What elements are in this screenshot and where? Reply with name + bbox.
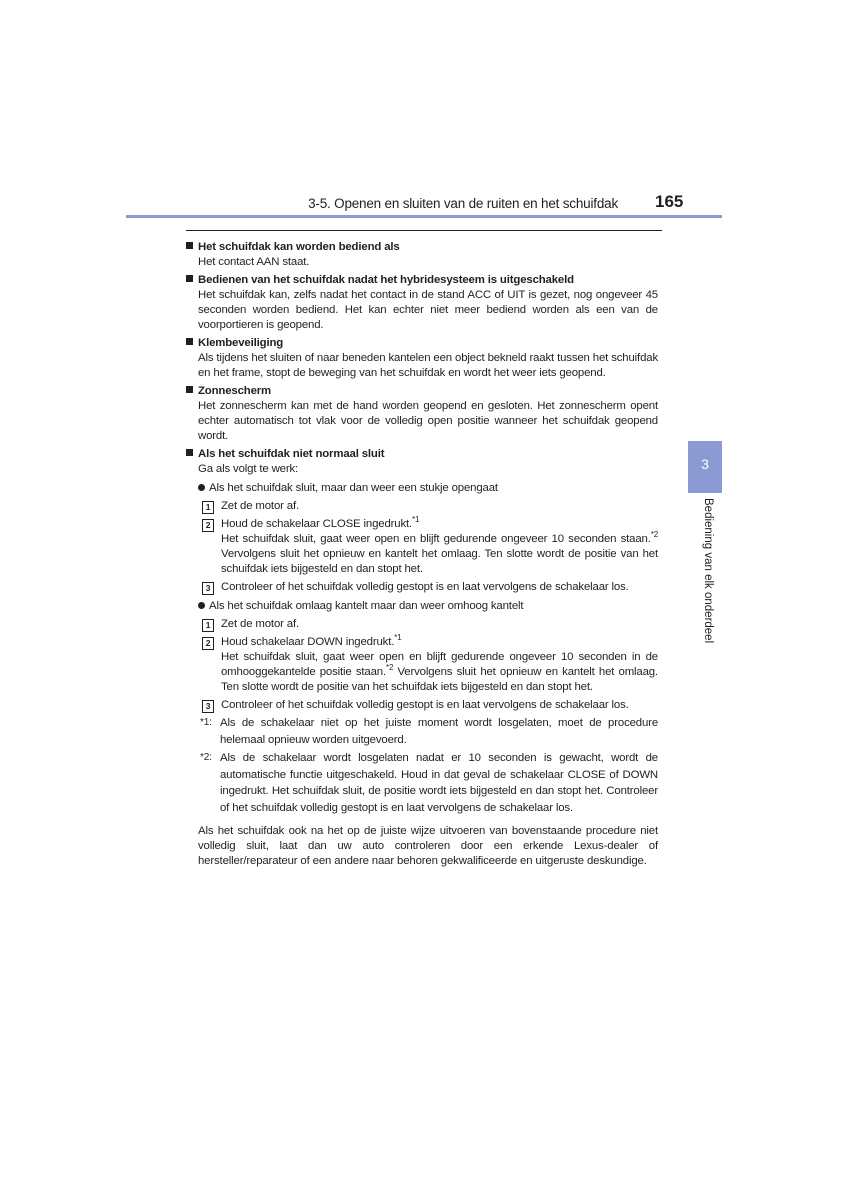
section-body: Het contact AAN staat. <box>198 256 310 268</box>
chapter-tab <box>688 441 722 493</box>
step-number: 3 <box>202 700 214 713</box>
section-heading: Zonnescherm <box>186 384 658 399</box>
section-heading: Klembeveiliging <box>186 336 658 351</box>
chapter-number: 3 <box>701 456 709 472</box>
square-bullet-icon <box>186 242 193 249</box>
step-number: 1 <box>202 501 214 514</box>
footnote-mark: *1: <box>200 717 212 728</box>
header-rule <box>126 215 722 218</box>
closing-paragraph: Als het schuifdak ook na het op de juiste wijze uitvoeren van bovenstaande procedure niet volledig sluit, laat dan uw auto controleren door een erkende Lexus-dealer of hersteller/reparateur of een andere naar behoren gekwalificeerde en uitgeruste deskundige. <box>198 825 658 867</box>
procedure-step: 1 Zet de motor af. <box>202 617 658 632</box>
section-body: Het schuifdak kan, zelfs nadat het contact in de stand ACC of UIT is gezet, nog ongeveer 45 seconden worden bediend. Het kan echter niet meer bediend worden als een van de voorportieren is geopend. <box>198 289 658 331</box>
round-bullet-icon <box>198 602 205 609</box>
square-bullet-icon <box>186 275 193 282</box>
procedure-step: 3 Controleer of het schuifdak volledig gestopt is en laat vervolgens de schakelaar los. <box>202 580 658 595</box>
procedure-step: 2 Houd schakelaar DOWN ingedrukt.$^{*1}$ Het schuifdak sluit, gaat weer open en blijft gedurende ongeveer 10 seconden in de omhooggekantelde positie staan.$^{*2}$ Vervolgens sluit het opnieuw en kantelt het omlaag. Ten slotte wordt de positie van het schuifdak iets bijgesteld en dan stopt het. <box>202 635 658 695</box>
section-intro: Ga als volgt te werk: <box>198 463 299 475</box>
chapter-side-label: Bediening van elk onderdeel <box>702 498 714 644</box>
page-header-title: 3-5. Openen en sluiten van de ruiten en het schuifdak <box>308 196 618 211</box>
page-number: 165 <box>655 192 684 211</box>
content-top-rule <box>186 230 662 231</box>
round-bullet-icon <box>198 484 205 491</box>
footnote-mark: *1 <box>412 515 420 525</box>
section-body: Als tijdens het sluiten of naar beneden kantelen een object bekneld raakt tussen het schuifdak en het frame, stopt de beweging van het schuifdak en wordt het weer iets geopend. <box>198 352 658 379</box>
step-number: 1 <box>202 619 214 632</box>
footnote-text: Als de schakelaar wordt losgelaten nadat er 10 seconden is gewacht, wordt de automatische functie uitgeschakeld. Houd in dat geval de schakelaar CLOSE of DOWN ingedrukt. Het schuifdak sluit, de positie wordt iets bijgesteld en dan stopt het. Controleer of het schuifdak volledig gestopt is en laat vervolgens de schakelaar los. <box>220 752 658 814</box>
square-bullet-icon <box>186 338 193 345</box>
procedure-step: 2 Houd de schakelaar CLOSE ingedrukt.$^{*1}$ Het schuifdak sluit, gaat weer open en blijft gedurende ongeveer 10 seconden staan.$^{*2}$ Vervolgens sluit het opnieuw en kantelt het omlaag. Ten slotte wordt de positie van het schuifdak iets bijgesteld en dan stopt het. <box>202 517 658 577</box>
square-bullet-icon <box>186 449 193 456</box>
footnote-mark: *2 <box>650 530 658 540</box>
page-content <box>186 237 658 869</box>
case-title: Als het schuifdak sluit, maar dan weer een stukje opengaat <box>198 481 658 496</box>
step-number: 2 <box>202 637 214 650</box>
section-heading: Bedienen van het schuifdak nadat het hybridesysteem is uitgeschakeld <box>186 273 658 288</box>
step-number: 2 <box>202 519 214 532</box>
section-heading: Het schuifdak kan worden bediend als <box>186 240 658 255</box>
step-number: 3 <box>202 582 214 595</box>
procedure-step: 1 Zet de motor af. <box>202 499 658 514</box>
section-heading: Als het schuifdak niet normaal sluit <box>186 447 658 462</box>
case-title: Als het schuifdak omlaag kantelt maar dan weer omhoog kantelt <box>198 599 658 614</box>
footnote-mark: *2: <box>200 752 212 763</box>
footnote-text: Als de schakelaar niet op het juiste moment wordt losgelaten, moet de procedure helemaal opnieuw worden uitgevoerd. <box>220 717 658 746</box>
footnote <box>200 715 658 748</box>
footnote-mark: *1 <box>394 633 402 643</box>
procedure-step: 3 Controleer of het schuifdak volledig gestopt is en laat vervolgens de schakelaar los. <box>202 698 658 713</box>
section-body: Het zonnescherm kan met de hand worden geopend en gesloten. Het zonnescherm opent echter automatisch tot vlak voor de volledig open positie wanneer het schuifdak geopend wordt. <box>198 400 658 442</box>
square-bullet-icon <box>186 386 193 393</box>
footnote-mark: *2 <box>385 663 394 673</box>
footnote <box>200 750 658 816</box>
